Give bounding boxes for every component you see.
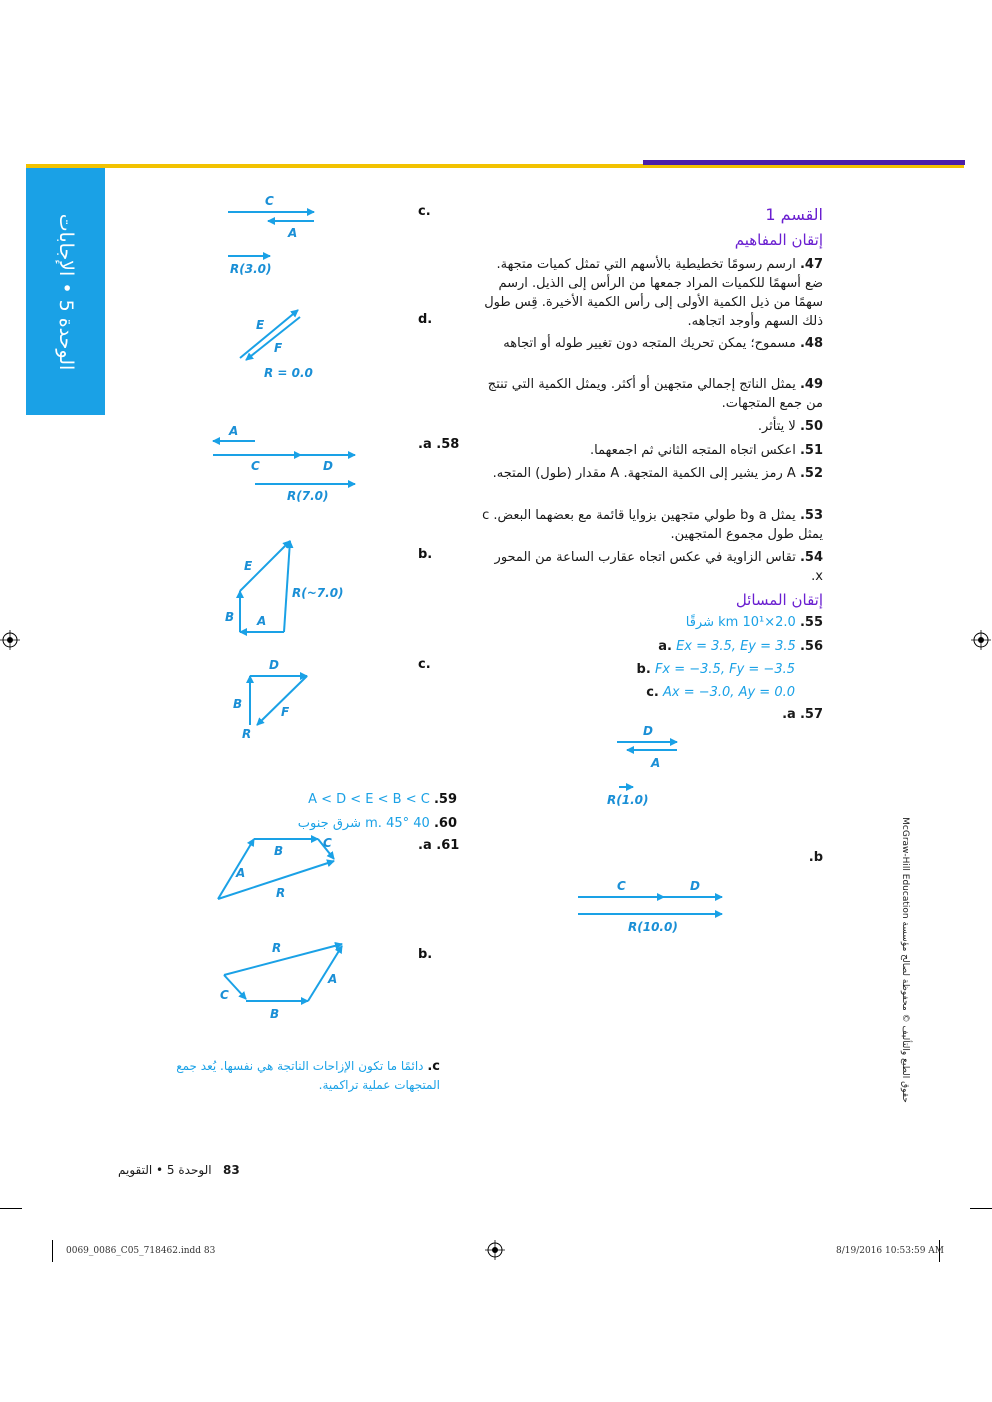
concept-53: 53. يمثل a وb طولي متجهين بزوايا قائمة مع بعضهما البعض. c يمثل طول مجموع المتجهين.: [482, 508, 823, 542]
problem-56c: c. Ax = −3.0, Ay = 0.0: [646, 685, 795, 700]
vector-e: [240, 310, 298, 358]
slug-timestamp: 8/19/2016 10:53:59 AM: [836, 1246, 945, 1256]
registration-mark-left-icon: [0, 630, 20, 650]
crop-mark-bottom-left: [52, 1240, 53, 1262]
label-a: A: [236, 866, 246, 880]
concept-48: 48. مسموح؛ يمكن تحريك المتجه دون تغيير طوله أو اتجاهه: [503, 336, 823, 351]
problem-59: 59. A < D < E < B < C: [308, 792, 457, 807]
label-a: A: [288, 226, 298, 240]
label-d: D: [690, 879, 700, 893]
problems-heading: إتقان المسائل: [735, 591, 823, 609]
label-c: C: [617, 879, 626, 893]
label-r: R(~7.0): [292, 586, 344, 600]
label-r: R(3.0): [230, 262, 272, 276]
label-61a: 61. a.: [418, 838, 460, 853]
diagram-d1: [230, 300, 330, 390]
page-number: 83: [223, 1163, 240, 1177]
label-c1: c.: [418, 204, 431, 219]
label-f: F: [274, 341, 283, 355]
vector-f: [246, 317, 300, 360]
label-d: D: [323, 459, 333, 473]
concepts-heading: إتقان المفاهيم: [734, 231, 823, 249]
problem-60: 60. 40 m. 45° شرق جنوب: [297, 816, 457, 831]
registration-mark-bottom-icon: [485, 1240, 505, 1260]
label-61b: b.: [418, 947, 433, 962]
diagram-57b: [570, 870, 730, 940]
label-c: C: [251, 459, 260, 473]
diagram-58a: [205, 420, 365, 510]
slug-filename: 0069_0086_C05_718462.indd 83: [66, 1246, 216, 1256]
registration-mark-right-icon: [971, 630, 991, 650]
problem-56a: 56. a. Ex = 3.5, Ey = 3.5: [658, 639, 823, 654]
concept-50: 50. لا يتأثر.: [757, 419, 823, 434]
label-c: C: [265, 194, 274, 208]
unit-sidebar-tab: [26, 168, 105, 415]
label-d1: d.: [418, 312, 433, 327]
section-title: القسم 1: [765, 205, 823, 224]
diagram-58b: [220, 535, 350, 645]
problem-61c: c. دائمًا ما تكون الإزاحات الناتجة هي نفسها. يُعد جمع المتجهات عملية تراكمية.: [176, 1059, 440, 1092]
problem-56b: b. Fx = −3.5, Fy = −3.5: [636, 662, 795, 677]
label-f: F: [281, 705, 290, 719]
concept-49: 49. يمثل الناتج إجمالي متجهين أو أكثر. ويمثل الكمية التي تنتج من جمع المتجهات.: [487, 377, 823, 411]
label-a: A: [257, 614, 267, 628]
label-a: A: [651, 756, 661, 770]
concept-54: 54. تقاس الزاوية في عكس اتجاه عقارب الساعة من المحور x.: [494, 550, 823, 584]
label-b: B: [225, 610, 235, 624]
arrow-marker-defs: [0, 0, 1, 1]
page-footer: [118, 1163, 240, 1177]
label-b: B: [233, 697, 243, 711]
label-r: R = 0.0: [264, 366, 313, 380]
diagram-61b: [210, 935, 360, 1030]
label-e: E: [256, 318, 265, 332]
label-d: D: [269, 658, 279, 672]
problem-55: 55. 2.0×10¹ km شرقًا: [685, 615, 823, 630]
crop-mark-right: [970, 1208, 992, 1209]
concept-52: 52. A رمز يشير إلى الكمية المتجهة. A مقدار (طول) المتجه.: [492, 466, 823, 481]
label-r: R: [276, 886, 286, 900]
label-b: B: [270, 1007, 280, 1021]
problem-57b: b.: [808, 850, 823, 865]
label-c: C: [220, 988, 229, 1002]
label-58b: b.: [418, 547, 433, 562]
label-r: R: [272, 941, 282, 955]
diagram-61a: [210, 830, 350, 910]
sidebar-title: الوحدة 5 • الإجابات: [55, 213, 77, 371]
diagram-58c: [225, 650, 325, 750]
problem-57a: 57. a.: [782, 707, 823, 722]
label-58a: 58. a.: [418, 437, 460, 452]
crop-mark-left: [0, 1208, 22, 1209]
label-d: D: [643, 724, 653, 738]
vector-r: [284, 541, 290, 632]
diagram-c1: [220, 190, 330, 280]
copyright-notice: حقوق الطبع والتأليف © محفوظة لصالح مؤسسة McGraw-Hill Education: [900, 817, 910, 1103]
label-r: R(7.0): [287, 489, 329, 503]
vector-r: [224, 944, 342, 975]
label-r: R(1.0): [607, 793, 649, 807]
label-r: R(10.0): [628, 920, 678, 934]
label-e: E: [244, 559, 253, 573]
label-a: A: [328, 972, 338, 986]
footer-unit: الوحدة 5 • التقويم: [118, 1163, 212, 1177]
label-c: C: [323, 836, 332, 850]
concept-47: 47. ارسم رسومًا تخطيطية بالأسهم التي تمثل كميات متجهة. ضع أسهمًا للكميات المراد جمعها من الرأس إلى الذيل. ارسم سهمًا من ذيل الكمية الأولى إلى رأس الكمية الأخيرة. قِس طول ذلك السهم وأوجد اتجاهه.: [484, 257, 823, 329]
concept-51: 51. اعكس اتجاه المتجه الثاني ثم اجمعهما.: [590, 443, 823, 458]
label-a: A: [229, 424, 239, 438]
label-58c: c.: [418, 657, 431, 672]
label-b: B: [274, 844, 284, 858]
label-r: R: [242, 727, 252, 741]
header-purple-rule: [643, 160, 965, 165]
diagram-57a: [605, 720, 695, 815]
